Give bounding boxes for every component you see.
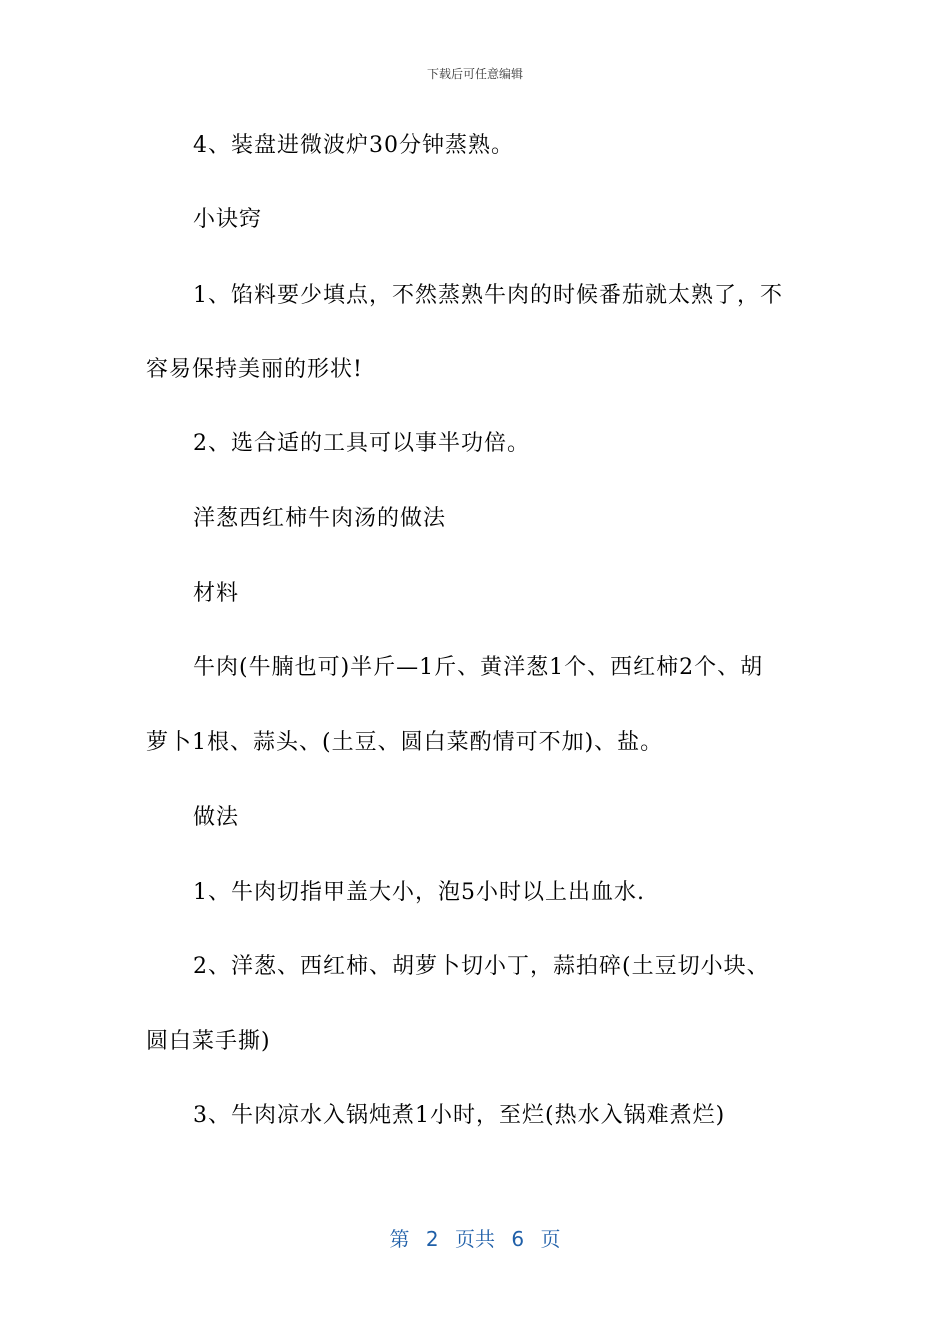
section-heading-ingredients: 材料 [193,581,240,606]
paragraph-line: 3、牛肉凉水入锅炖煮1小时，至烂(热水入锅难煮烂) [193,1103,726,1128]
section-heading-tips: 小诀窍 [193,207,263,232]
paragraph-line: 萝卜1根、蒜头、(土豆、圆白菜酌情可不加)、盐。 [146,730,664,755]
paragraph-line: 4、装盘进微波炉30分钟蒸熟。 [193,133,514,158]
page-header-note: 下载后可任意编辑 [426,67,523,81]
footer-suffix: 页 [540,1227,561,1251]
paragraph-line: 2、选合适的工具可以事半功倍。 [193,431,530,456]
paragraph-line: 1、牛肉切指甲盖大小，泡5小时以上出血水. [193,880,645,905]
footer-current-page: 2 [425,1227,439,1251]
paragraph-line: 圆白菜手撕) [146,1029,271,1054]
paragraph-line: 2、洋葱、西红柿、胡萝卜切小丁，蒜拍碎(土豆切小块、 [193,954,770,979]
footer-total-pages: 6 [511,1227,525,1251]
page-footer [0,1224,950,1254]
footer-prefix: 第 [389,1227,410,1251]
footer-middle: 页共 [455,1227,495,1251]
section-heading-recipe: 洋葱西红柿牛肉汤的做法 [193,506,447,531]
section-heading-method: 做法 [193,805,240,830]
paragraph-line: 容易保持美丽的形状! [146,357,363,382]
paragraph-line: 1、馅料要少填点，不然蒸熟牛肉的时候番茄就太熟了，不 [193,283,783,308]
paragraph-line: 牛肉(牛腩也可)半斤—1斤、黄洋葱1个、西红柿2个、胡 [193,655,764,680]
